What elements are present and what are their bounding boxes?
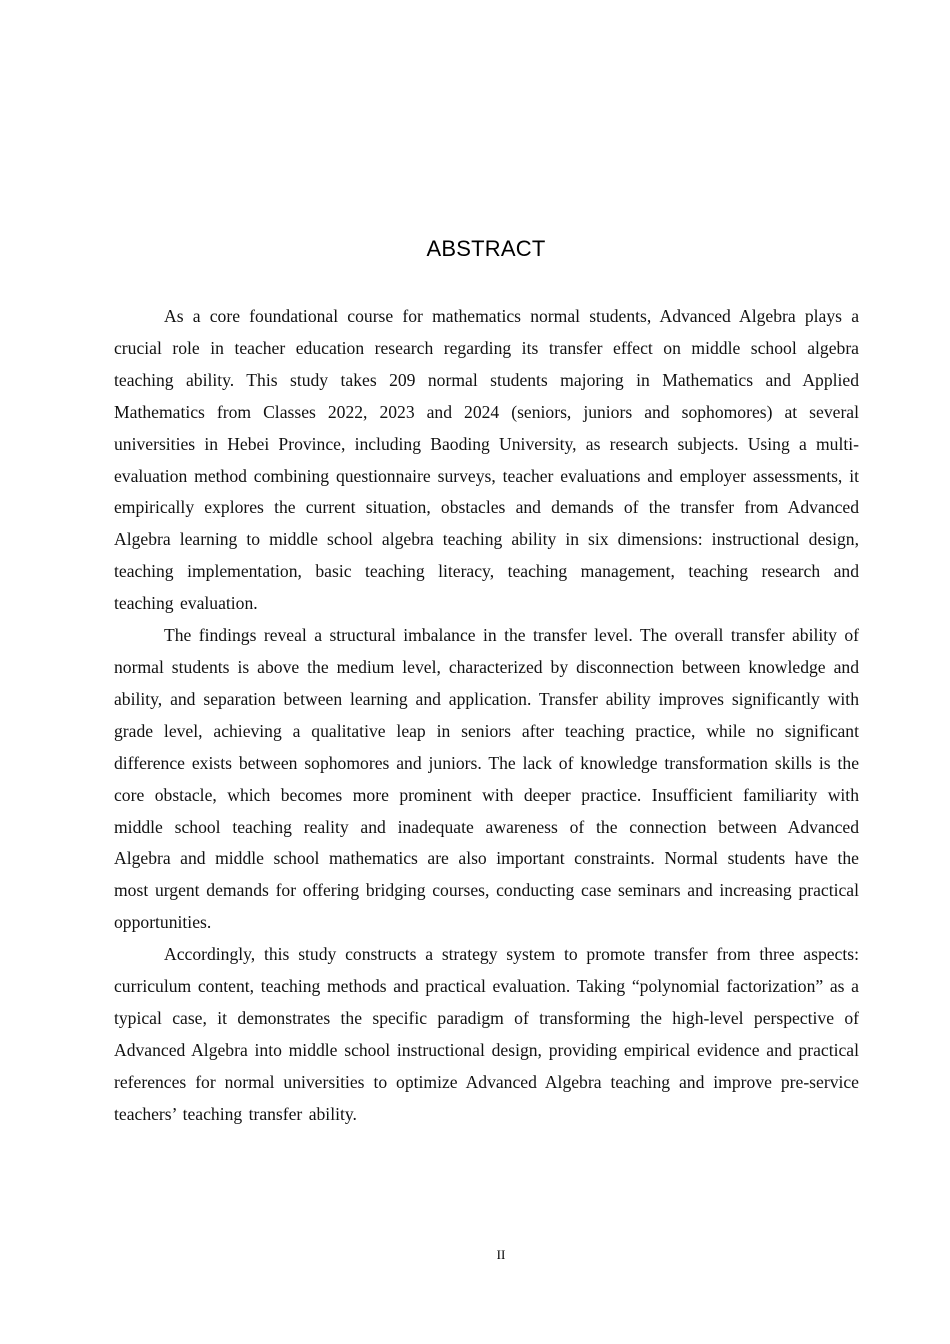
abstract-heading: ABSTRACT [426, 236, 546, 261]
abstract-body [114, 301, 859, 1131]
abstract-paragraph-2: The findings reveal a structural imbalance in the transfer level. The overall transfer ability of normal students is above the medium level, characterized by disconnection between knowledge and ability, and separation between learning and application. Transfer ability improves significantly with grade level, achieving a qualitative leap in seniors after teaching practice, while no significant difference exists between sophomores and juniors. The lack of knowledge transformation skills is the core obstacle, which becomes more prominent with deeper practice. Insufficient familiarity with middle school teaching reality and inadequate awareness of the connection between Advanced Algebra and middle school mathematics are also important constraints. Normal students have the most urgent demands for offering bridging courses, conducting case seminars and increasing practical opportunities. [114, 625, 859, 933]
abstract-paragraph-3: Accordingly, this study constructs a strategy system to promote transfer from three aspects: curriculum content, teaching methods and practical evaluation. Taking “polynomial factorization” as a typical case, it demonstrates the specific paradigm of transforming the high-level perspective of Advanced Algebra into middle school instructional design, providing empirical evidence and practical references for normal universities to optimize Advanced Algebra teaching and improve pre-service teachers’ teaching transfer ability. [114, 944, 859, 1124]
page-number: II [496, 1247, 506, 1262]
abstract-paragraph-1: As a core foundational course for mathematics normal students, Advanced Algebra plays a crucial role in teacher education research regarding its transfer effect on middle school algebra teaching ability. This study takes 209 normal students majoring in Mathematics and Applied Mathematics from Classes 2022, 2023 and 2024 (seniors, juniors and sophomores) at several universities in Hebei Province, including Baoding University, as research subjects. Using a multi-evaluation method combining questionnaire surveys, teacher evaluations and employer assessments, it empirically explores the current situation, obstacles and demands of the transfer from Advanced Algebra learning to middle school algebra teaching ability in six dimensions: instructional design, teaching implementation, basic teaching literacy, teaching management, teaching research and teaching evaluation. [114, 306, 859, 614]
